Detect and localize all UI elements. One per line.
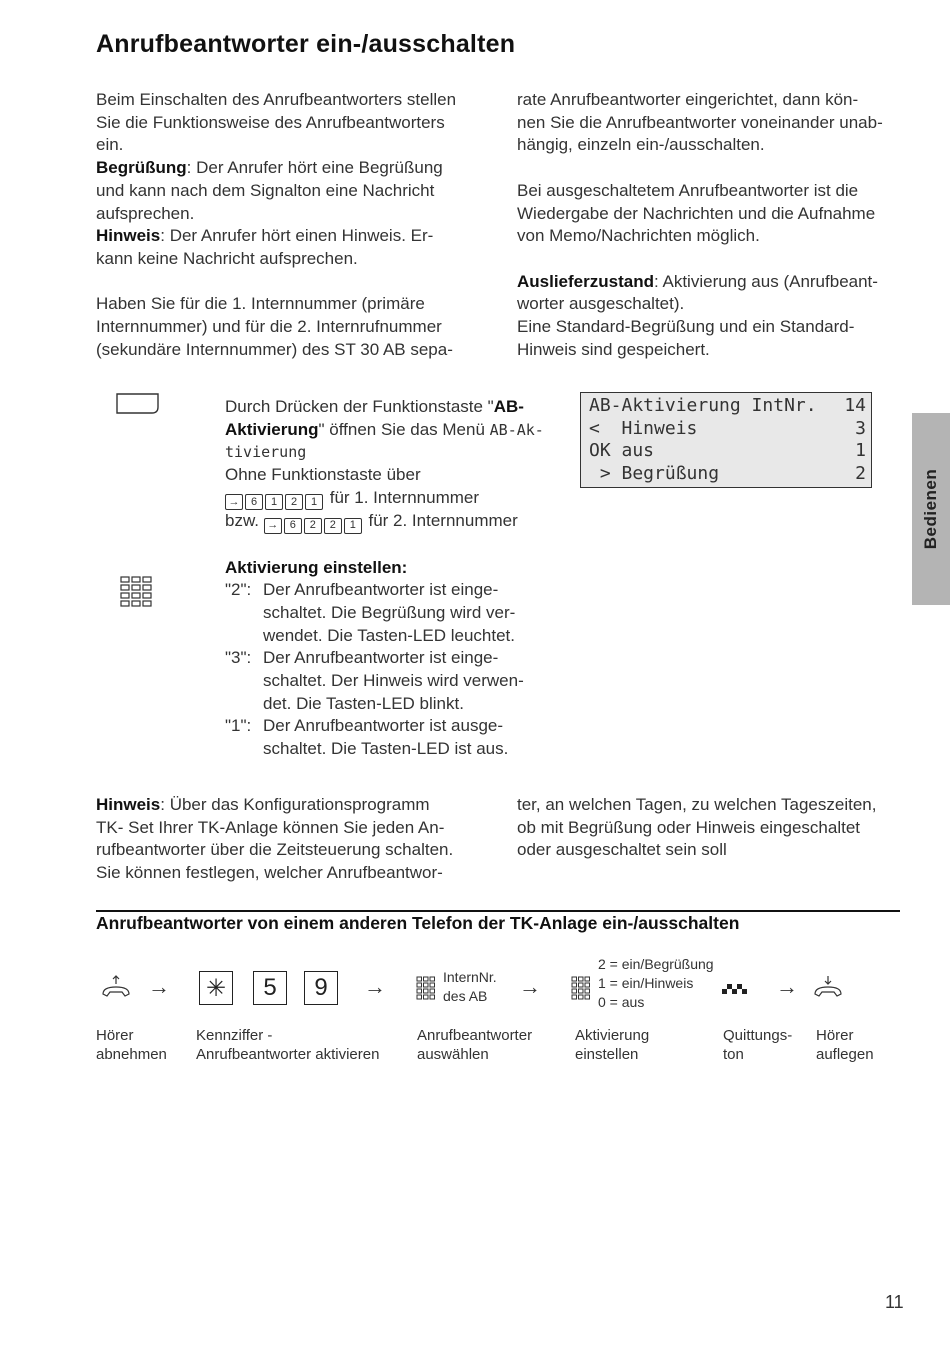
text-line: Auslieferzustand: Aktivierung aus (Anrufbeant- [517,271,878,291]
menu-name: AB-Ak- [489,420,544,439]
term-begruessung: Begrüßung [96,158,187,178]
note-left [96,794,496,885]
key-sequence-2: bzw. → 6 2 2 1 für 2. Internnummer [225,510,565,534]
side-tab [912,413,950,605]
text-line: oder ausgeschaltet sein soll [517,840,727,860]
key: 6 [245,494,263,510]
text-line: Sie die Funktionsweise des Anrufbeantworters [96,112,445,132]
key-star: ✳ [199,971,233,1005]
option-text: Der Anrufbeantworter ist ausge- [263,716,504,736]
text-line: Eine Standard-Begrüßung und ein Standard- [517,317,855,336]
intro-column-left [96,89,496,361]
text-line: ein. [96,135,124,155]
text-line: tivierung [225,443,307,462]
term-hinweis: Hinweis [96,226,161,246]
option-key: "1": [225,716,252,736]
dial-arrow-icon: → [264,518,282,534]
section-heading: Aktivierung einstellen: [225,557,408,577]
note-right [517,794,917,862]
text-line: ob mit Begrüßung oder Hinweis eingeschaltet [517,817,861,837]
instructions [225,396,565,761]
arrow-right-icon: → [364,974,386,999]
page-title: Anrufbeantworter ein-/ausschalten [96,30,516,58]
section-rule [96,910,900,912]
step-caption: Kennziffer - Anrufbeantworter aktivieren [196,1027,380,1063]
lcd-display [580,392,872,488]
text-line: und kann nach dem Signalton eine Nachricht [96,180,435,200]
text-line: Bei ausgeschaltetem Anrufbeantworter ist die [517,180,859,200]
step-caption: Quittungs- ton [723,1027,793,1063]
ack-tone-icon [722,982,748,996]
key: 2 [324,518,342,534]
key-5: 5 [253,971,287,1005]
text-line: Durch Drücken der Funktionstaste "AB- [225,397,524,416]
step-caption: Anrufbeantworter auswählen [417,1027,533,1063]
text-line: Internnummer) und für die 2. Internrufnummer [96,317,442,337]
lcd-row: AB-Aktivierung IntNr. 14 [589,395,866,416]
text-line: TK- Set Ihrer TK-Anlage können Sie jeden An- [96,817,445,837]
text-line: (sekundäre Internnummer) des ST 30 AB sepa- [96,339,453,359]
step-caption: Hörer auflegen [816,1027,874,1063]
text-line: aufsprechen. [96,203,195,223]
intern-number-label: InternNr. des AB [443,969,497,1004]
text-line: Wiedergabe der Nachrichten und die Aufnahme [517,203,876,223]
activation-options: 2 = ein/Begrüßung 1 = ein/Hinweis 0 = aus [598,956,714,1010]
text-line: nen Sie die Anrufbeantworter voneinander unab- [517,112,883,132]
text-line: kann keine Nachricht aufsprechen. [96,248,358,268]
text-line: Aktivierung" öffnen Sie das Menü AB-Ak- [225,419,544,439]
key: 2 [285,494,303,510]
key: 2 [304,518,322,534]
dial-arrow-icon: → [225,494,243,510]
function-key-label: AB- [493,397,524,416]
term-auslieferzustand: Auslieferzustand [517,271,654,291]
arrow-right-icon: → [148,974,170,999]
handset-lift-icon [100,974,134,1000]
option-key: "2": [225,580,252,600]
function-key-icon [116,393,160,415]
page-number: 11 [885,1292,904,1312]
key: 1 [265,494,283,510]
text-line: Hinweis: Über das Konfigurationsprogramm [96,795,430,814]
lcd-row: > Begrüßung 2 [589,463,866,485]
handset-hangup-icon [812,974,846,1000]
text-line: Ohne Funktionstaste über [225,465,421,485]
text-line: ter, an welchen Tagen, zu welchen Tageszeiten, [517,795,877,814]
key-sequence-1: → 6 1 2 1 für 1. Internnummer [225,487,565,511]
key-9: 9 [304,971,338,1005]
keypad-icon [416,976,436,1002]
arrow-right-icon: → [776,974,798,999]
keypad-icon [120,576,154,612]
step-caption: Hörer abnehmen [96,1027,167,1063]
text-line: Beim Einschalten des Anrufbeantworters stellen [96,90,457,109]
option-key: "3": [225,648,252,668]
lcd-row: OK aus 1 [589,440,866,462]
text-line: von Memo/Nachrichten möglich. [517,226,760,246]
text-line: Haben Sie für die 1. Internnummer (primäre [96,294,425,314]
term-hinweis: Hinweis [96,795,161,814]
option-text: Der Anrufbeantworter ist einge- [263,580,499,600]
text-line: rufbeantworter über die Zeitsteuerung schalten. [96,840,454,860]
option-text: Der Anrufbeantworter ist einge- [263,648,499,668]
text-line: rate Anrufbeantworter eingerichtet, dann kön- [517,90,859,109]
key: 6 [284,518,302,534]
arrow-right-icon: → [519,974,541,999]
keypad-icon [571,976,591,1002]
key: 1 [344,518,362,534]
text-line: worter ausgeschaltet). [517,294,685,314]
procedure-heading: Anrufbeantworter von einem anderen Telefon der TK-Anlage ein-/ausschalten [96,913,740,933]
intro-column-right [517,89,917,361]
text-line: Hinweis: Der Anrufer hört einen Hinweis. Er- [96,226,434,246]
lcd-row: < Hinweis 3 [589,417,866,439]
option-list: "2": Der Anrufbeantworter ist einge- schaltet. Die Begrüßung wird ver- wendet. Die Tasten-LED leuchtet. "3": Der Anrufbeantworter ist einge- schaltet. Der Hinweis wird verwen- det. Die Tasten-LED blinkt. "1": Der Anrufbeantworter ist ausge- schaltet. Die Tasten-LED ist aus. [225,579,565,761]
text-line: Sie können festlegen, welcher Anrufbeantwor- [96,863,443,883]
step-caption: Aktivierung einstellen [575,1027,650,1063]
text-line: Begrüßung: Der Anrufer hört eine Begrüßung [96,158,443,178]
side-tab-label: Bedienen [921,468,940,550]
text-line: hängig, einzeln ein-/ausschalten. [517,135,765,155]
text-line: Hinweis sind gespeichert. [517,339,710,359]
key: 1 [305,494,323,510]
